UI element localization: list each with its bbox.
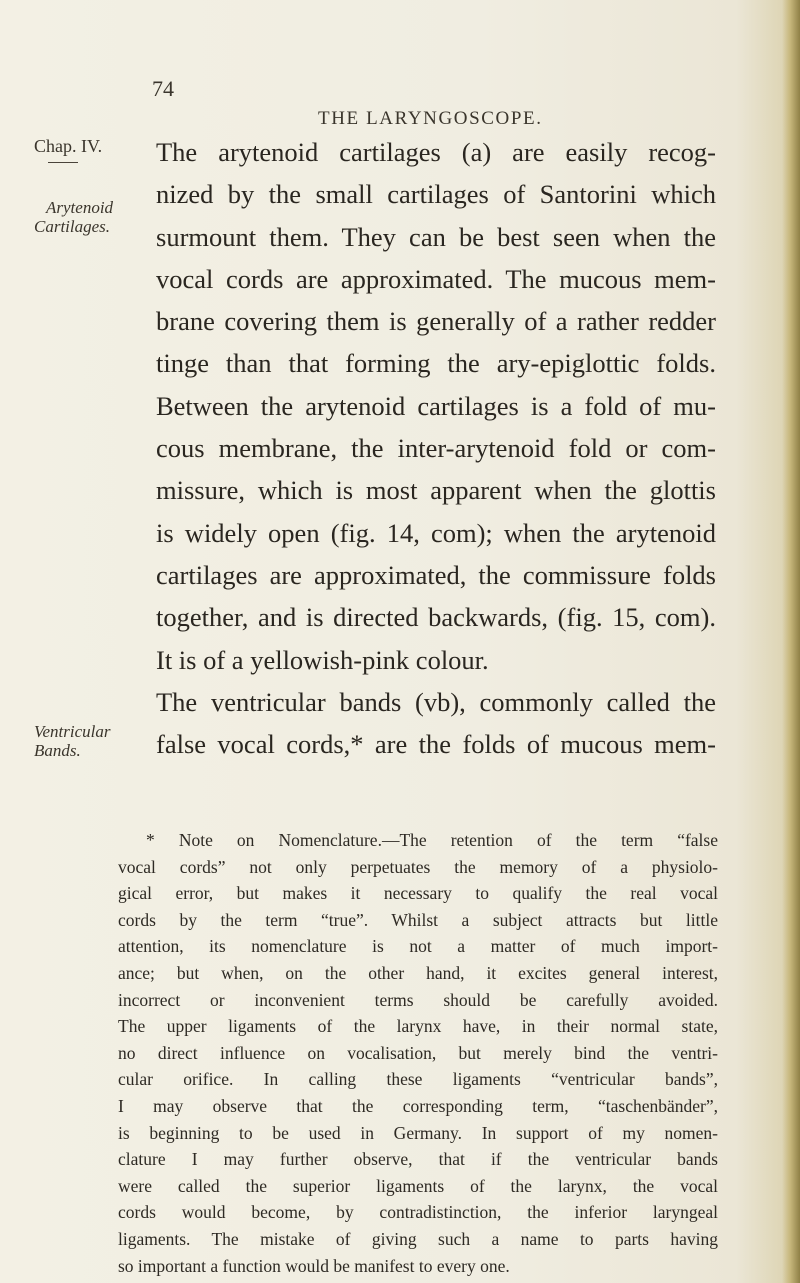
chapter-underline [48,162,78,163]
page-edge [782,0,800,1283]
sidenote-line: Cartilages. [34,217,111,236]
page-number: 74 [152,76,174,101]
body-line: missure, which is most apparent when the glottis [156,475,716,506]
body-line: cartilages are approximated, the commissure folds [156,559,716,590]
body-line: Between the arytenoid cartilages is a fold of mu- [156,390,716,421]
chapter-label: Chap. IV. [34,136,103,156]
footnote-line: incorrect or inconvenient terms should be carefully avoided. [118,989,718,1010]
body-line: brane covering them is generally of a rather redder [156,306,716,337]
body-line: cous membrane, the inter-arytenoid fold or com- [156,433,716,464]
sidenote-line: Bands. [34,741,81,760]
body-line: The ventricular bands (vb), commonly called the [156,686,716,717]
running-head: THE LARYNGOSCOPE. [318,108,543,129]
footnote-line: I may observe that the corresponding term, “taschenbänder”, [118,1095,718,1116]
footnote-line: * Note on Nomenclature.—The retention of the term “false [146,830,718,850]
footnote-line: were called the superior ligaments of the larynx, the vocal [118,1175,718,1196]
footnote-line: cular orifice. In calling these ligaments “ventricular bands”, [118,1069,718,1090]
footnote-line: attention, its nomenclature is not a matter of much import- [118,936,718,957]
body-line: tinge than that forming the ary-epiglottic folds. [156,348,716,379]
sidenote-line: Arytenoid [46,198,114,217]
body-line: It is of a yellowish-pink colour. [156,644,489,675]
footnote-line: cords would become, by contradistinction, the inferior laryngeal [118,1202,718,1223]
body-line: The arytenoid cartilages (a) are easily recog- [156,137,716,167]
body-line: vocal cords are approximated. The mucous mem- [156,263,716,294]
footnote-line: is beginning to be used in Germany. In support of my nomen- [118,1122,718,1143]
body-line: together, and is directed backwards, (fig. 15, com). [156,602,716,633]
footnote-line: clature I may further observe, that if the ventricular bands [118,1149,718,1170]
body-line: is widely open (fig. 14, com); when the arytenoid [156,517,716,548]
body-line: nized by the small cartilages of Santorini which [156,179,716,210]
footnote-line: ligaments. The mistake of giving such a name to parts having [118,1228,718,1249]
footnote-line: cords by the term “true”. Whilst a subject attracts but little [118,909,718,930]
body-paragraphs [156,131,716,765]
sidenote-arytenoid [34,198,144,236]
footnote [118,827,718,1279]
footnote-line: vocal cords” not only perpetuates the memory of a physiolo- [118,856,718,877]
sidenote-ventricular [34,722,144,760]
body-line: false vocal cords,* are the folds of mucous mem- [156,729,716,760]
sidenote-line: Ventricular [34,722,111,741]
body-line: surmount them. They can be best seen when the [156,221,716,252]
footnote-line: The upper ligaments of the larynx have, in their normal state, [118,1016,718,1037]
footnote-line: gical error, but makes it necessary to qualify the real vocal [118,883,718,904]
footnote-line: so important a function would be manifest to every one. [118,1255,510,1276]
footnote-line: no direct influence on vocalisation, but merely bind the ventri- [118,1042,718,1063]
footnote-line: ance; but when, on the other hand, it excites general interest, [118,962,718,983]
